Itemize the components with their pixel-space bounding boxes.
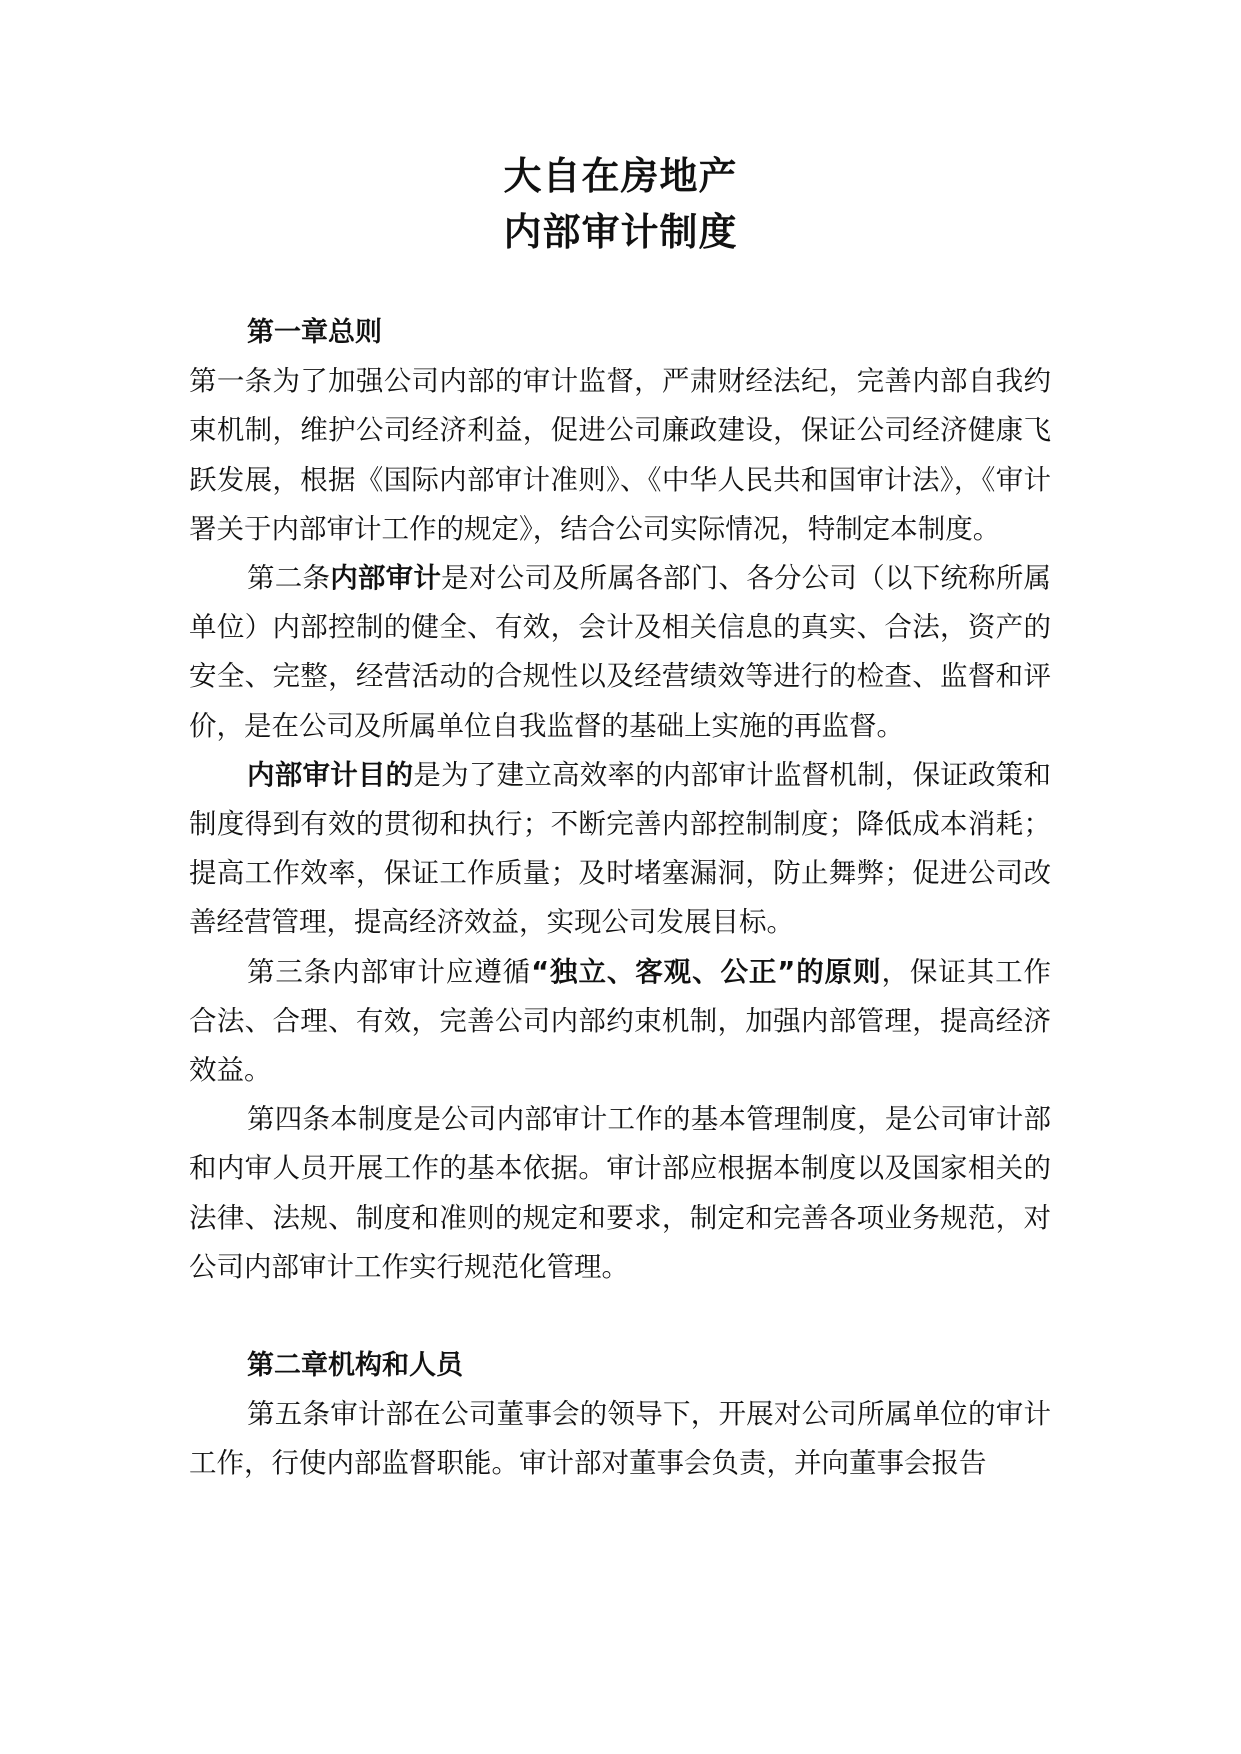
chapter-heading-1: 第一章总则 bbox=[247, 317, 382, 348]
article-5: 第五条审计部在公司董事会的领导下，开展对公司所属单位的审计工作，行使内部监督职能。审计部对董事会负责，并向董事会报告 bbox=[189, 1398, 1051, 1480]
audit-purpose bbox=[189, 751, 1051, 948]
audit-purpose-text: 是为了建立高效率的内部审计监督机制，保证政策和制度得到有效的贯彻和执行；不断完善内部控制制度；降低成本消耗；提高工作效率，保证工作质量；及时堵塞漏洞，防止舞弊；促进公司改善经营管理，提高经济效益，实现公司发展目标。 bbox=[189, 758, 1052, 939]
article-3-prefix: 第三条内部审计应遵循 bbox=[247, 955, 532, 988]
article-3-principle: “独立、客观、公正”的原则 bbox=[531, 955, 882, 988]
document-body bbox=[189, 308, 1051, 1489]
article-2 bbox=[189, 554, 1051, 751]
audit-purpose-term: 内部审计目的 bbox=[247, 758, 414, 791]
article-1: 第一条为了加强公司内部的审计监督，严肃财经法纪，完善内部自我约束机制，维护公司经济利益，促进公司廉政建设，保证公司经济健康飞跃发展，根据《国际内部审计准则》、《中华人民共和国审计法》，《审计署关于内部审计工作的规定》，结合公司实际情况，特制定本制度。 bbox=[189, 365, 1051, 545]
article-4: 第四条本制度是公司内部审计工作的基本管理制度，是公司审计部和内审人员开展工作的基本依据。审计部应根据本制度以及国家相关的法律、法规、制度和准则的规定和要求，制定和完善各项业务规范，对公司内部审计工作实行规范化管理。 bbox=[189, 1103, 1051, 1283]
article-3-text: ，保证其工作合法、合理、有效，完善公司内部约束机制，加强内部管理，提高经济效益。 bbox=[189, 955, 1052, 1087]
article-2-text: 是对公司及所属各部门、各分公司（以下统称所属单位）内部控制的健全、有效，会计及相关信息的真实、合法，资产的安全、完整，经营活动的合规性以及经营绩效等进行的检查、监督和评价，是在公司及所属单位自我监督的基础上实施的再监督。 bbox=[189, 562, 1052, 742]
article-2-prefix: 第二条 bbox=[247, 562, 331, 595]
article-2-term: 内部审计 bbox=[330, 562, 442, 595]
article-3 bbox=[189, 948, 1051, 1096]
title-line-company: 大自在房地产 bbox=[503, 154, 738, 198]
section-spacer bbox=[189, 1292, 1051, 1341]
title-line-subject: 内部审计制度 bbox=[503, 210, 738, 254]
chapter-heading-2: 第二章机构和人员 bbox=[247, 1350, 463, 1382]
document-title bbox=[0, 148, 1241, 260]
